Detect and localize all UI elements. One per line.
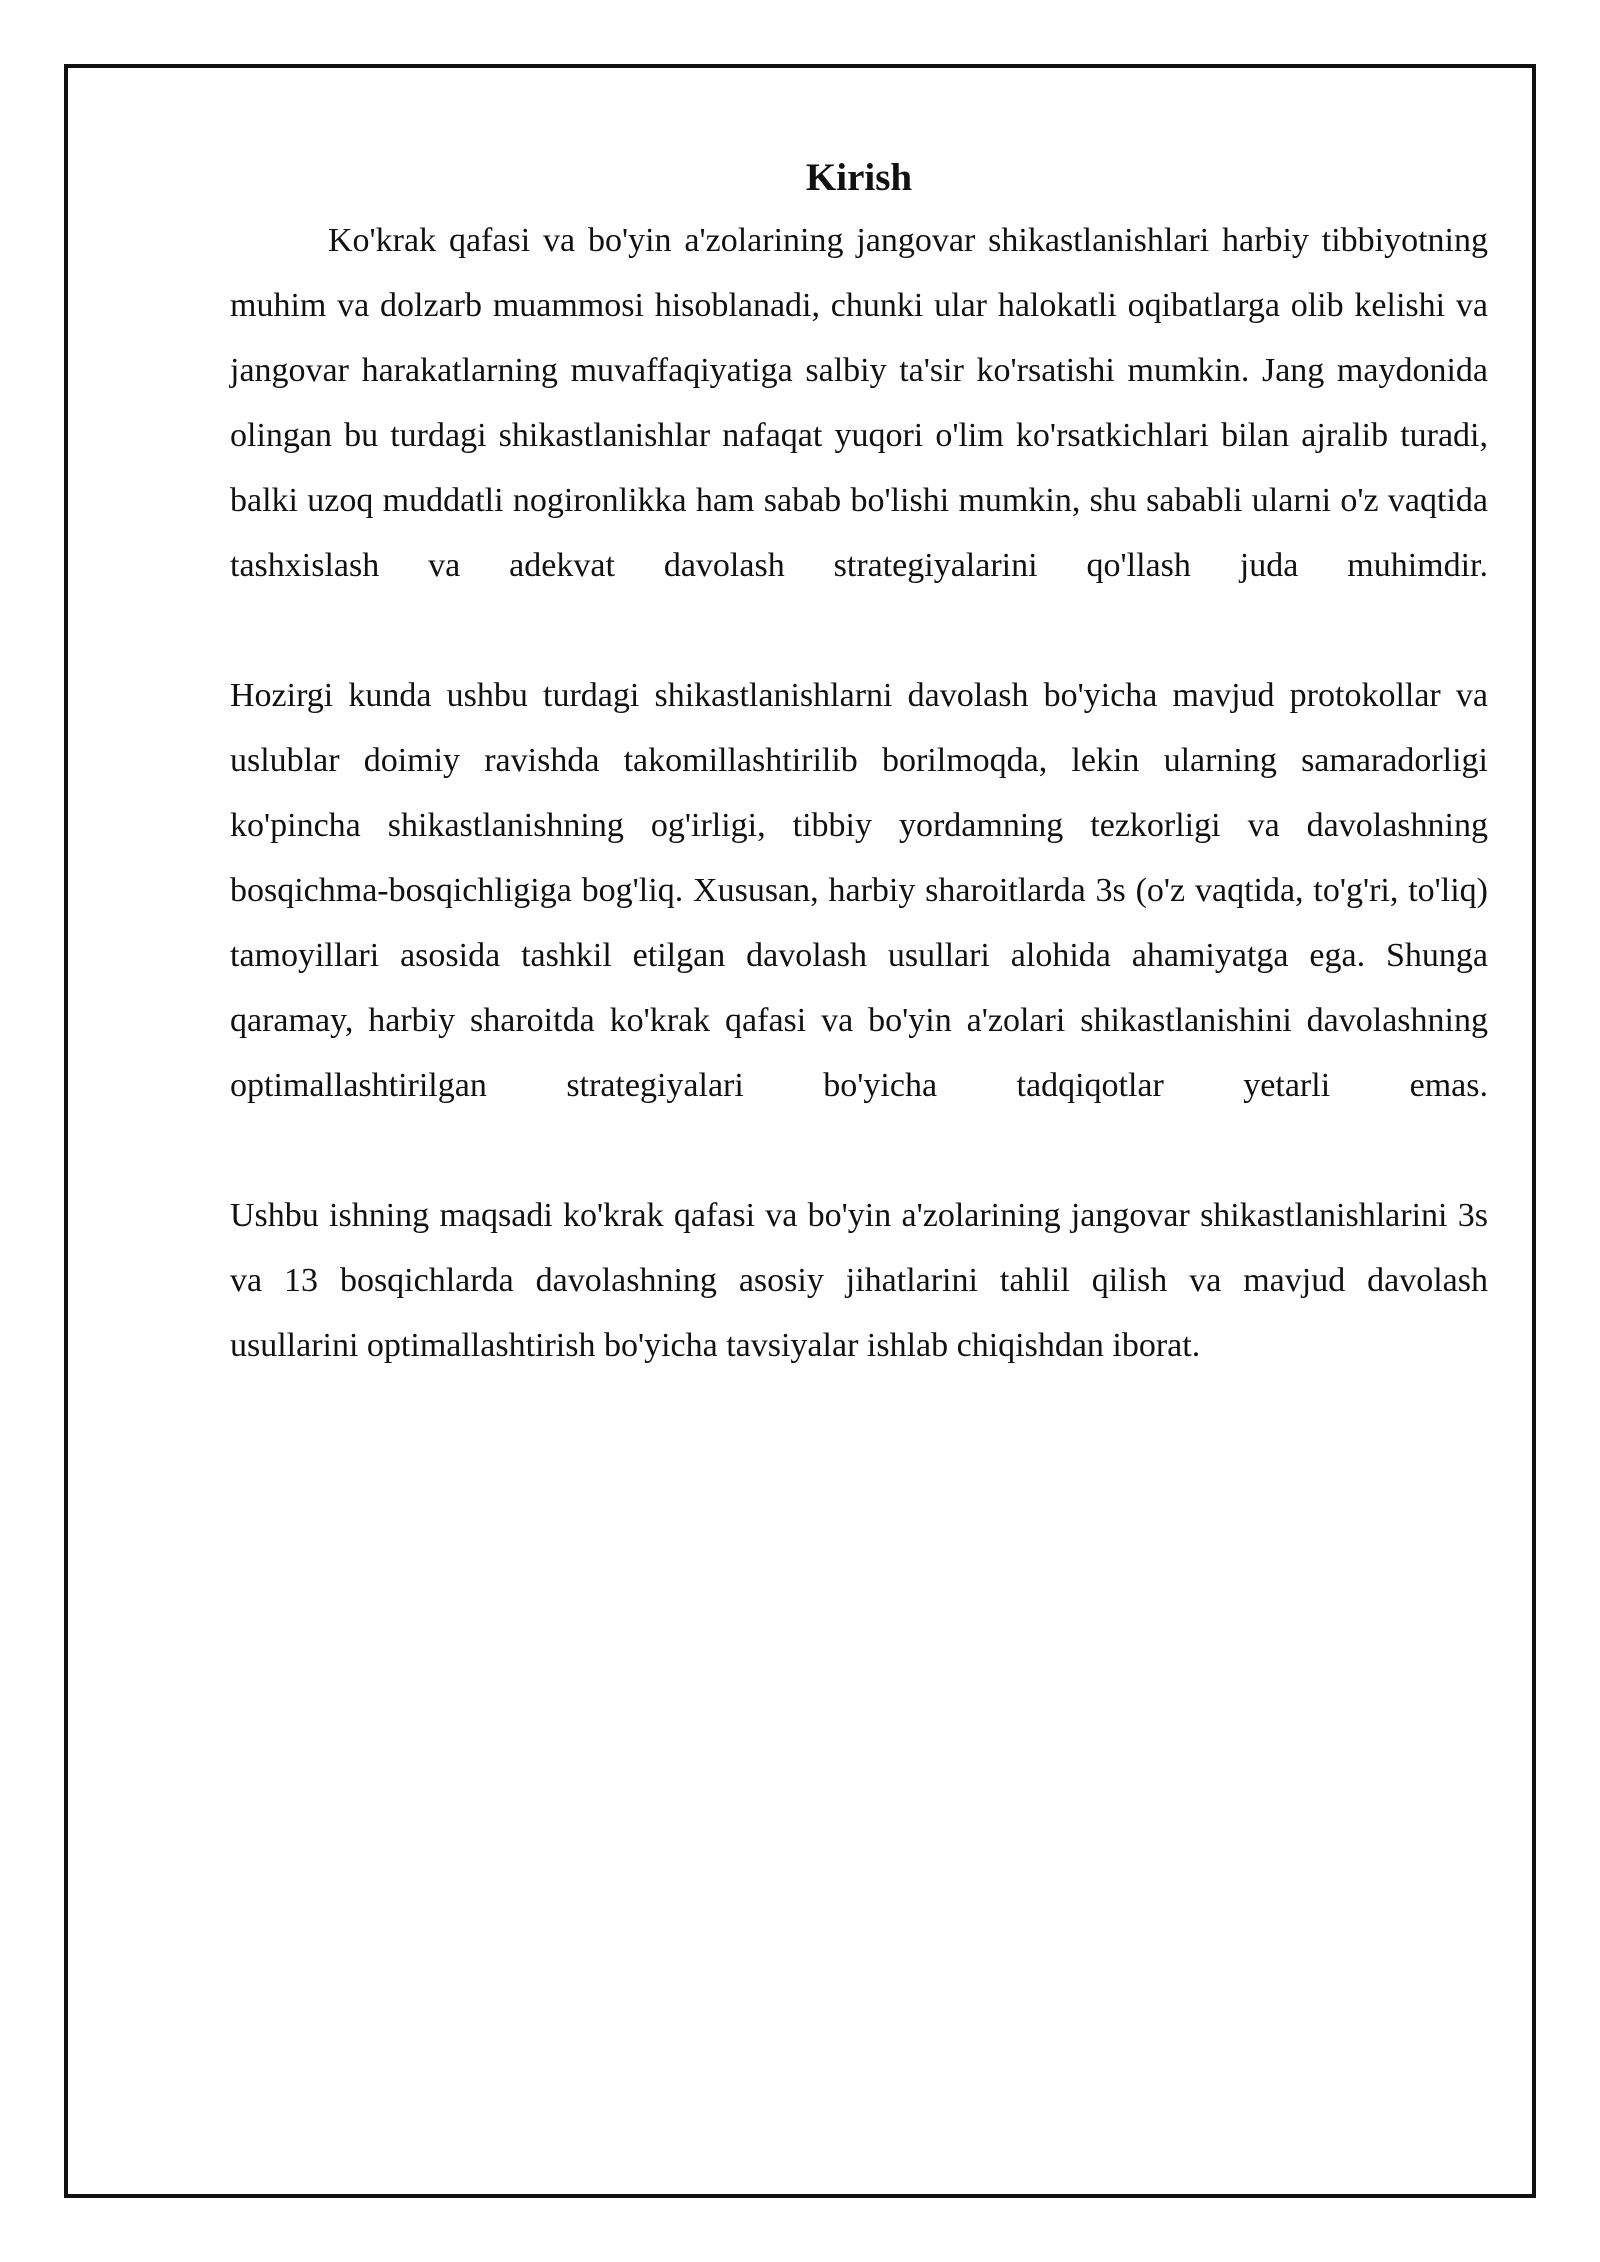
paragraph-spacer: [230, 598, 1488, 663]
paragraph-spacer: [230, 1118, 1488, 1183]
paragraph-objective: Ushbu ishning maqsadi ko'krak qafasi va bo'yin a'zolarining jangovar shikastlanishlarini 3s va 13 bosqichlarda davolashning asosiy jihatlarini tahlil qilish va mavjud davolash usullarini optimallashtirish bo'yicha tavsiyalar ishlab chiqishdan iborat.: [230, 1197, 1488, 1364]
paragraph-introduction: Ko'krak qafasi va bo'yin a'zolarining jangovar shikastlanishlari harbiy tibbiyotning muhim va dolzarb muammosi hisoblanadi, chunki ular halokatli oqibatlarga olib kelishi va jangovar harakatlarning muvaffaqiyatiga salbiy ta'sir ko'rsatishi mumkin. Jang maydonida olingan bu turdagi shikastlanishlar nafaqat yuqori o'lim ko'rsatkichlari bilan ajralib turadi, balki uzoq muddatli nogironlikka ham sabab bo'lishi mumkin, shu sababli ularni o'z vaqtida tashxislash va adekvat davolash strategiyalarini qo'llash juda muhimdir.: [230, 222, 1488, 584]
paragraph-current-state: Hozirgi kunda ushbu turdagi shikastlanishlarni davolash bo'yicha mavjud protokollar va uslublar doimiy ravishda takomillashtirilib borilmoqda, lekin ularning samaradorligi ko'pincha shikastlanishning og'irligi, tibbiy yordamning tezkorligi va davolashning bosqichma-bosqichligiga bog'liq. Xususan, harbiy sharoitlarda 3s (o'z vaqtida, to'g'ri, to'liq) tamoyillari asosida tashkil etilgan davolash usullari alohida ahamiyatga ega. Shunga qaramay, harbiy sharoitda ko'krak qafasi va bo'yin a'zolari shikastlanishini davolashning optimallashtirilgan strategiyalari bo'yicha tadqiqotlar yetarli emas.: [230, 677, 1488, 1104]
document-title: Kirish: [805, 156, 913, 199]
document-body: [230, 148, 1488, 1378]
